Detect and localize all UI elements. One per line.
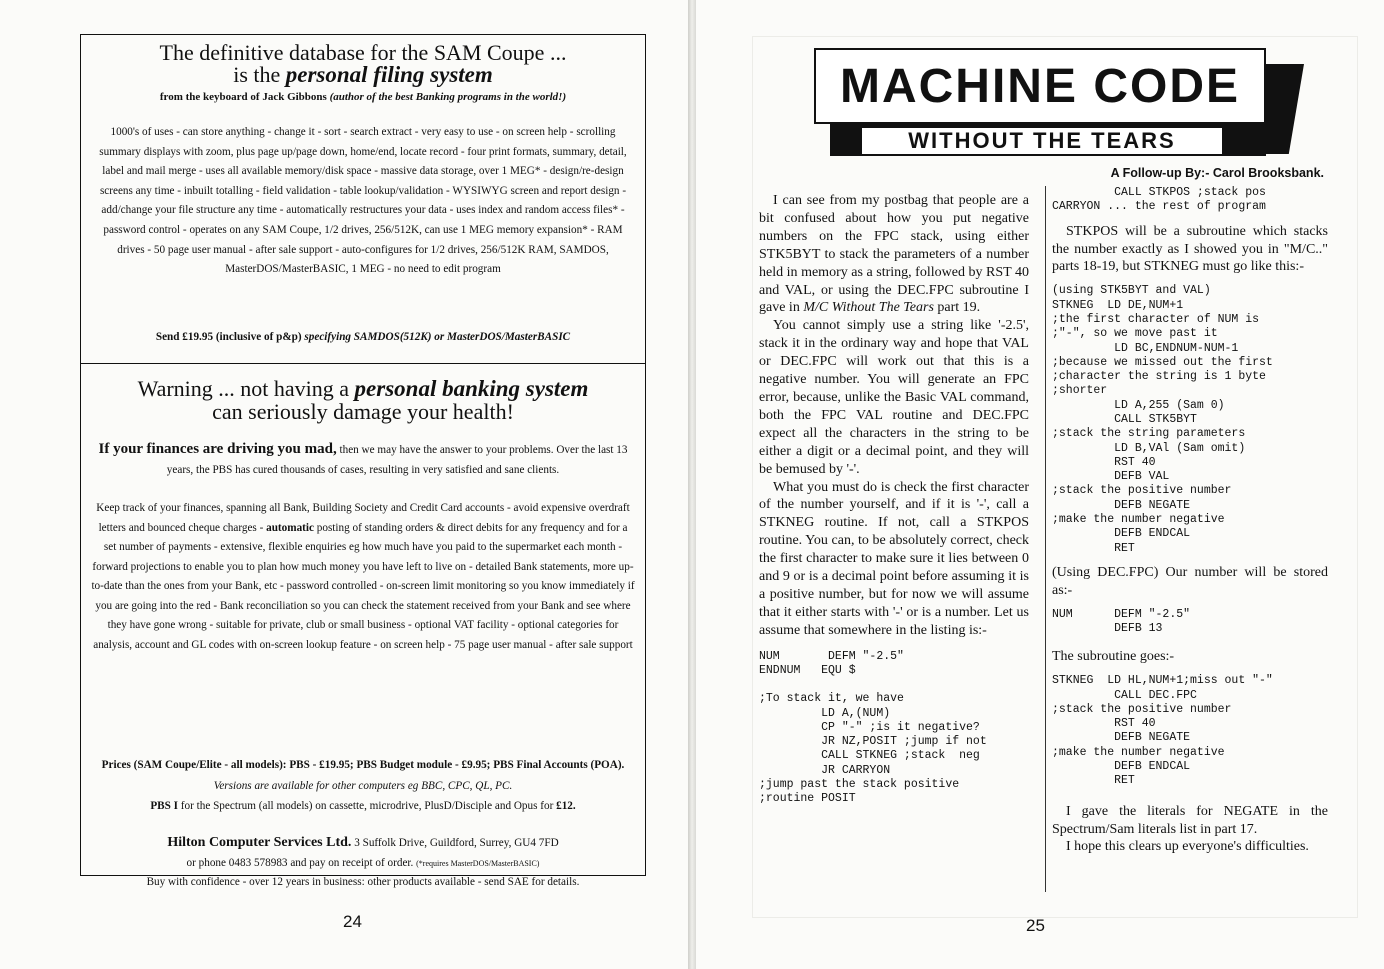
- banking-ad-lead: [95, 440, 631, 480]
- paragraph-3: What you must do is check the first character of the number yourself, and if it is '-', call a STKNEG routine. If not, call a STKPOS routine. You can, to be absolutely correct, check the first character to make sure it lies between 0 and 9 or is a decimal point before assuming it is a positive number, but for now we will assume that it either starts with '-' or is a number. Let us assume that somewhere in the listing is:-: [759, 479, 1029, 638]
- banking-ad-title: [81, 377, 645, 401]
- order-price: Send £19.95 (inclusive of p&p): [155, 331, 302, 343]
- filing-ad-order-line: [81, 331, 645, 343]
- p1-end: part 19.: [937, 300, 981, 316]
- paragraph-8: I hope this clears up everyone's difficulties.: [1066, 839, 1309, 855]
- code-listing-num: NUM DEFM "-2.5" ENDNUM EQU $: [759, 649, 904, 677]
- article-column-2: [1052, 186, 1328, 856]
- code-listing-stack: ;To stack it, we have LD A,(NUM) CP "-" ;is it negative? JR NZ,POSIT ;jump if not CALL STKNEG ;stack neg JR CARRYON ;jump past the stack positive ;routine POSIT: [759, 692, 987, 806]
- article-subtitle: WITHOUT THE TEARS: [860, 126, 1224, 156]
- company-phone: or phone 0483 578983 and pay on receipt of order.: [186, 856, 414, 869]
- spectrum-text: for the Spectrum (all models) on cassette, microdrive, PlusD/Disciple and Opus for: [180, 800, 554, 812]
- filing-ad-subtitle-prefix: is the: [233, 62, 281, 87]
- body-rest: posting of standing orders & direct debits for any frequency and for a set number of payments - extensive, flexible enquiries eg how much have you paid to the supermarket each month - forward projections to enable you to plan how much money you have left to live on - detailed Bank statements, more up-to-date than the ones from your Bank, etc - password controlled - on-screen limit monitoring so you know immediately if you are going into the red - Bank reconciliation so you can check the statement received from your Bank and see where they have gone wrong - suitable for private, club or small business - optional VAT facility - optional categories for analysis, account and GL codes with on-screen lookup feature - on screen help - 75 page user manual - after sale support: [91, 521, 635, 651]
- order-spec: specifying SAMDOS(512K) or MasterDOS/MasterBASIC: [304, 331, 571, 343]
- company-contact: [87, 833, 639, 893]
- banking-ad-subtitle: can seriously damage your health!: [212, 399, 514, 424]
- byline-note: (author of the best Banking programs in the world!): [329, 91, 567, 103]
- company-address: 3 Suffolk Drive, Guildford, Surrey, GU4 7FD: [354, 837, 559, 849]
- paragraph-1: [759, 192, 1029, 317]
- p1-text: I can see from my postbag that people are a bit confused about how you put negative numbers on the FPC stack, using either STK5BYT to stack the parameters of a number held in memory as a string, followed by RST 40 and VAL, or using the DEC.FPC subroutine I gave in: [759, 193, 1029, 316]
- filing-ad-title: The definitive database for the SAM Coupe ...: [159, 40, 567, 65]
- prices-versions: Versions are available for other computers eg BBC, CPC, QL, PC.: [213, 779, 513, 792]
- byline-author: from the keyboard of Jack Gibbons: [159, 91, 327, 103]
- banking-system-ad: [81, 365, 645, 888]
- article-column-1: [759, 192, 1029, 807]
- column-rule: [1045, 186, 1046, 892]
- company-phone-note: (*requires MasterDOS/MasterBASIC): [416, 858, 540, 868]
- code-listing-stkneg-decfpc: STKNEG LD HL,NUM+1;miss out "-" CALL DEC.FPC ;stack the positive number RST 40 DEFB NEGATE ;make the number negative DEFB ENDCAL RET: [1052, 674, 1273, 788]
- filing-ad-subtitle: [81, 63, 645, 87]
- code-listing-carryon: CALL STKPOS ;stack pos CARRYON ... the rest of program: [1052, 186, 1266, 214]
- body-start: Keep track of your finances, spanning all Bank, Building Society and Credit Card accounts - avoid expensive overdraft letters and bounced cheque charges -: [96, 502, 630, 534]
- paragraph-5: (Using DEC.FPC) Our number will be stored as:-: [1052, 564, 1328, 598]
- company-confidence: Buy with confidence - over 12 years in business: other products available - send SAE for details.: [146, 876, 580, 888]
- article-byline: A Follow-up By:- Carol Brooksbank.: [1110, 166, 1324, 180]
- paragraph-7: I gave the literals for NEGATE in the Spectrum/Sam literals list in part 17.: [1052, 803, 1328, 837]
- article-banner: [814, 48, 1302, 158]
- spectrum-label: PBS I: [150, 800, 178, 812]
- book-gutter: [688, 0, 696, 969]
- p1-series-title: M/C Without The Tears: [803, 300, 934, 316]
- page-number-left: 24: [343, 912, 362, 931]
- banking-ad-prices: [91, 755, 635, 817]
- filing-ad-byline: [81, 91, 645, 103]
- spectrum-price: £12.: [556, 800, 576, 812]
- paragraph-2: You cannot simply use a string like '-2.5', stack it in the ordinary way and hope that VAL or DEC.FPC will work out that this is a negative number. You will generate an FPC error, because, unlike the Basic VAL command, both the FPC VAL routine and DEC.FPC expect all the characters in the string to be either a digit or a decimal point, and they will be bemused by '-'.: [759, 318, 1029, 477]
- filing-ad-subtitle-emph: personal filing system: [285, 62, 493, 87]
- prices-text: Prices (SAM Coupe/Elite - all models): PBS - £19.95; PBS Budget module - £9.95; PBS Final Accounts (POA).: [101, 759, 625, 771]
- lead-bold: If your finances are driving you mad,: [98, 441, 337, 457]
- company-name: Hilton Computer Services Ltd.: [167, 835, 352, 850]
- banner-shadow-right: [1266, 64, 1304, 154]
- banner-main-box: [814, 48, 1266, 124]
- code-listing-num-decfpc: NUM DEFM "-2.5" DEFB 13: [1052, 607, 1191, 636]
- right-page: [696, 0, 1384, 969]
- ad-divider: [81, 363, 645, 364]
- filing-ad-body: 1000's of uses - can store anything - change it - sort - search extract - very easy to use - on screen help - scrolling summary displays with zoom, plus page up/page down, home/end, locate record - four print formats, summary, detail, label and mail merge - uses all available memory/disk space - massive data storage, over 1 MEG* - design/re-design screens any time - inbuilt totalling - field validation - table lookup/validation - WYSIWYG screen and report design - add/change your file structure any time - automatically restructures your data - uses index and random access files* - password control - operates on any SAM Coupe, 1/2 drives, 256/512K, can use 1 MEG memory expansion* - RAM drives - 50 page user manual - after sale support - auto-configures for 1/2 drives, 256/512K RAM, SAMDOS, MasterDOS/MasterBASIC, 1 MEG - no need to edit program: [99, 126, 627, 276]
- banking-ad-body: [91, 499, 635, 655]
- body-bold: automatic: [266, 521, 314, 534]
- paragraph-4: STKPOS will be a subroutine which stacks the number exactly as I showed you in "M/C.." parts 18-19, but STKNEG must go like this:-: [1052, 223, 1328, 275]
- article-title: MACHINE CODE: [839, 60, 1240, 113]
- advert-box: [80, 34, 646, 888]
- page-number-right: 25: [1026, 916, 1045, 935]
- warning-emph: personal banking system: [354, 376, 589, 401]
- filing-system-ad: [81, 35, 645, 363]
- warning-prefix: Warning ... not having a: [137, 376, 350, 401]
- lead-text: then we may have the answer to your problems. Over the last 13 years, the PBS has cured thousands of cases, resulting in very satisfied and sane clients.: [166, 444, 628, 476]
- left-page: [0, 0, 688, 969]
- paragraph-6: The subroutine goes:-: [1052, 649, 1175, 665]
- code-listing-stkneg: (using STK5BYT and VAL) STKNEG LD DE,NUM+1 ;the first character of NUM is ;"-", so we move past it LD BC,ENDNUM-NUM-1 ;because we missed out the first ;character the string is 1 byte ;shorter LD A,255 (Sam 0) CALL STK5BYT ;stack the string parameters LD B,VAl (Sam omit) RST 40 DEFB VAL ;stack the positive number DEFB NEGATE ;make the number negative DEFB ENDCAL RET: [1052, 284, 1273, 555]
